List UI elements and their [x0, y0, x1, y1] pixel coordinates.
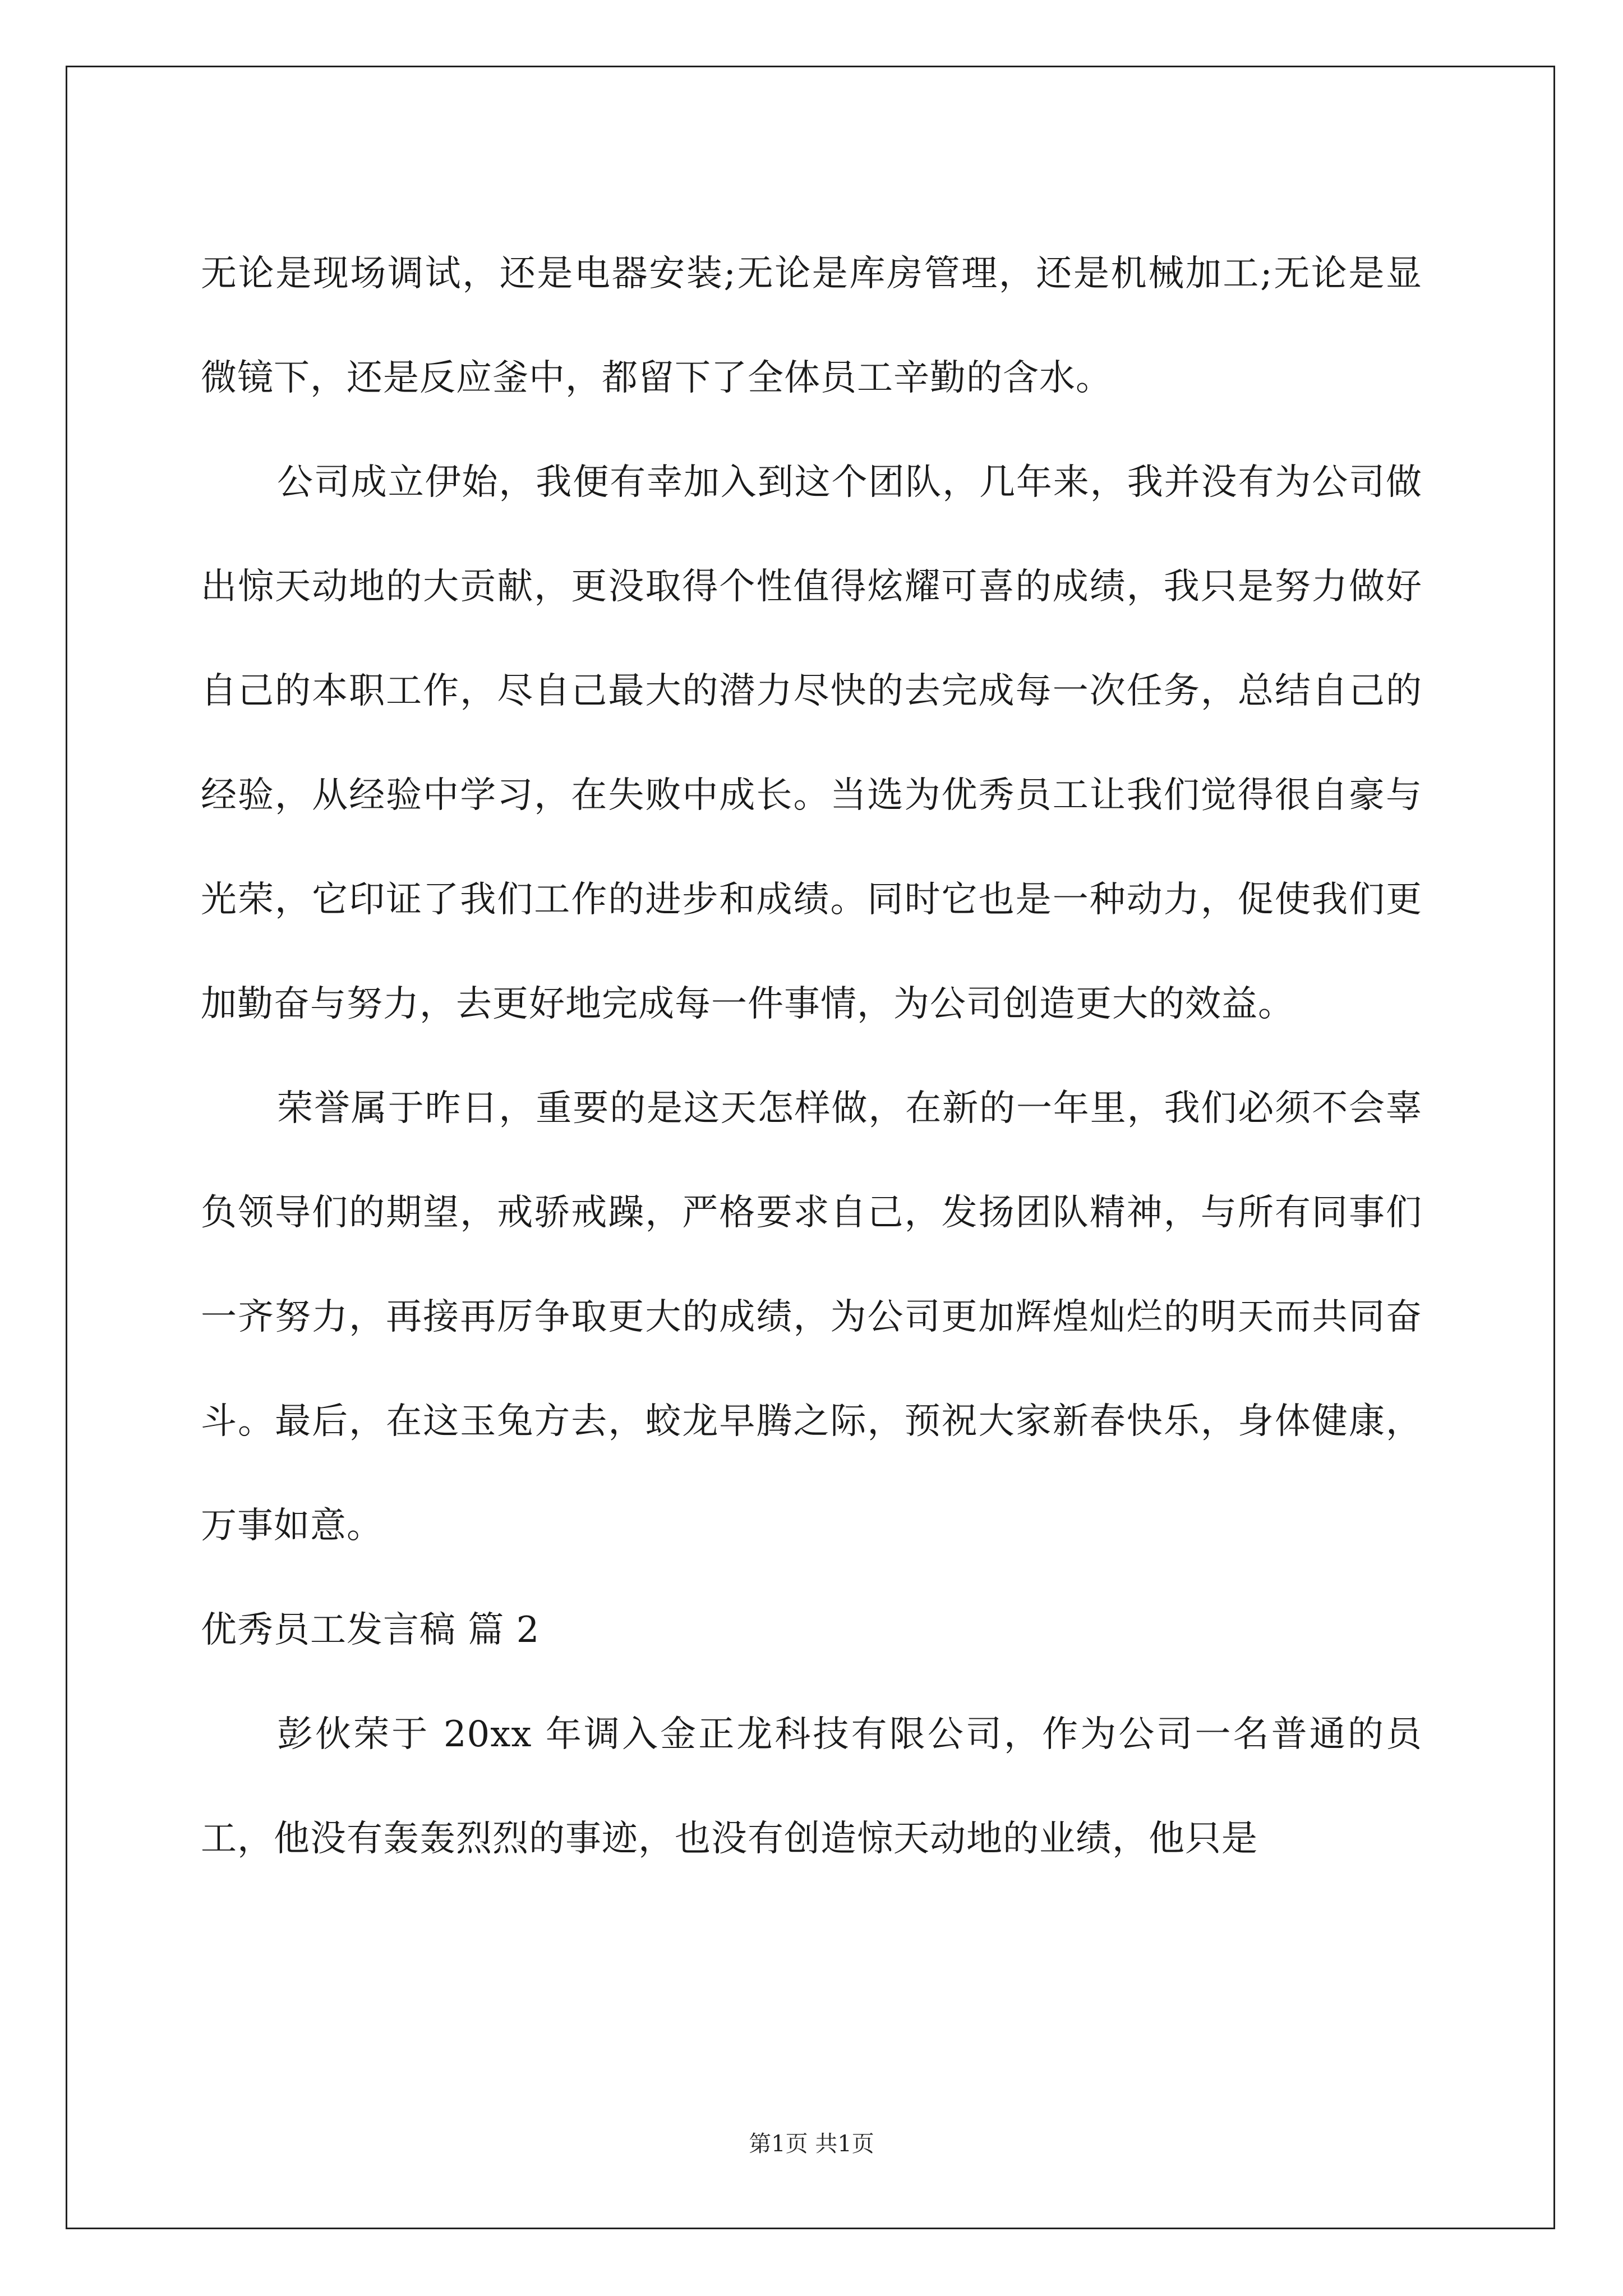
document-body	[201, 222, 1422, 1891]
paragraph-3: 荣誉属于昨日，重要的是这天怎样做，在新的一年里，我们必须不会辜负领导们的期望，戒骄戒躁，严格要求自己，发扬团队精神，与所有同事们一齐努力，再接再厉争取更大的成绩，为公司更加辉煌灿烂的明天而共同奋斗。最后，在这玉兔方去，蛟龙早腾之际，预祝大家新春快乐，身体健康，万事如意。	[201, 1088, 1422, 1547]
page-footer: 第1页 共1页	[749, 2131, 874, 2157]
paragraph-2: 公司成立伊始，我便有幸加入到这个团队，几年来，我并没有为公司做出惊天动地的大贡献，更没取得个性值得炫耀可喜的成绩，我只是努力做好自己的本职工作，尽自己最大的潜力尽快的去完成每一次任务，总结自己的经验，从经验中学习，在失败中成长。当选为优秀员工让我们觉得很自豪与光荣，它印证了我们工作的进步和成绩。同时它也是一种动力，促使我们更加勤奋与努力，去更好地完成每一件事情，为公司创造更大的效益。	[201, 462, 1422, 1025]
paragraph-4: 彭伙荣于 20xx 年调入金正龙科技有限公司，作为公司一名普通的员工，他没有轰轰烈烈的事迹，也没有创造惊天动地的业绩，他只是	[201, 1714, 1422, 1860]
paragraph-1: 无论是现场调试，还是电器安装;无论是库房管理，还是机械加工;无论是显微镜下，还是反应釜中，都留下了全体员工辛勤的含水。	[201, 253, 1422, 399]
section-heading: 优秀员工发言稿 篇 2	[201, 1609, 540, 1651]
